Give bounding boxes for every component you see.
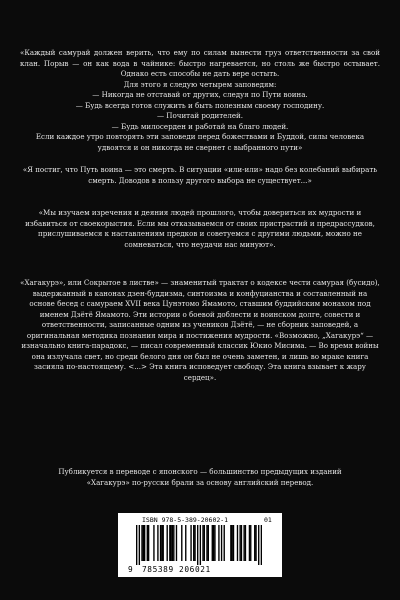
barcode-bar xyxy=(231,525,232,561)
barcode-bar xyxy=(169,525,170,561)
quote-intro: «Каждый самурай должен верить, что ему по силам вынести груз ответственности за свой клан. Порыв — он как вода в чайнике: быстро нагревается, но столь же быстро остывает. Однако есть способы не дать вере остыть. xyxy=(20,48,380,78)
barcode-bar xyxy=(250,525,251,561)
barcode-bar xyxy=(239,525,240,561)
barcode-first-digit: 9 xyxy=(128,565,133,574)
quote-ancestors-wisdom xyxy=(20,208,380,250)
barcode-bar xyxy=(243,525,244,561)
barcode-bar xyxy=(218,525,219,561)
barcode-bar xyxy=(160,525,161,561)
barcode-bar xyxy=(193,525,194,561)
quote-four-precepts xyxy=(20,48,380,153)
book-description: «Хагакурэ», или Сокрытое в листве» — знаменитый трактат о кодексе чести самурая (бусидо), выдержанный в канонах дзен-буддизма, синтоизма и конфуцианства и составленный на основе бесед с самураем XVII века Цунэтомо Ямамото, ставшим буддийским монахом под именем Дзётё Ямамото. Эти истории о боевой доблести и воинском долге, совести и ответственности, записанные одним из учеников Дзётё, — не сборник заповедей, а оригинальная методика познания мира и постижения мудрости. «Возможно, „Хагакурэ“ — изначально книга-парадокс, — писал современный классик Юкио Мисима. — Во время войны она излучала свет, но среди белого дня он был не очень заметен, и лишь во мраке книга засияла по-настоящему. <...> Эта книга исповедует свободу. Эта книга взывает к жару сердец». xyxy=(20,278,380,382)
quote-way-text: «Я постиг, что Путь воина — это смерть. В ситуации «или-или» надо без колебаний выбирать смерть. Доводов в пользу другого выбора не существует...» xyxy=(22,165,378,185)
barcode-bars xyxy=(136,525,262,565)
barcode-bar xyxy=(241,525,242,561)
barcode-bar xyxy=(221,525,222,561)
barcode-bar xyxy=(258,525,259,565)
barcode-bar xyxy=(173,525,174,561)
barcode-bar xyxy=(208,525,209,561)
barcode-bar xyxy=(170,525,171,561)
barcode-bar xyxy=(214,525,215,561)
barcode-bar xyxy=(224,525,225,561)
barcode-bar xyxy=(136,525,137,565)
barcode-bar xyxy=(141,525,142,561)
isbn-barcode xyxy=(118,513,282,577)
barcode-bar xyxy=(213,525,214,561)
barcode-bar xyxy=(163,525,164,561)
barcode-bar xyxy=(144,525,145,561)
quote-way-of-warrior xyxy=(20,165,380,186)
isbn-label: ISBN 978-5-389-20602-1 xyxy=(142,516,229,524)
precept-1: — Никогда не отставай от других, следуя по Пути воина. xyxy=(92,90,308,99)
barcode-bar xyxy=(157,525,158,561)
barcode-bar xyxy=(143,525,144,561)
publication-note: Публикуется в переводе с японского — большинство предыдущих изданий «Хагакурэ» по-русски брали за основу английский перевод. xyxy=(58,467,342,487)
barcode-bar xyxy=(167,525,168,561)
quote-conclusion: Если каждое утро повторять эти заповеди перед божествами и Буддой, силы человека удвоятся и он никогда не свернет с выбранного пути» xyxy=(35,132,365,152)
barcode-bar xyxy=(185,525,186,561)
barcode-bar xyxy=(230,525,231,561)
barcode-bar xyxy=(249,525,250,561)
barcode-bar xyxy=(237,525,238,561)
barcode-bar xyxy=(176,525,177,561)
barcode-bar xyxy=(204,525,205,561)
isbn-extension: 01 xyxy=(264,516,272,524)
barcode-bar xyxy=(197,525,198,565)
barcode-bar xyxy=(148,525,149,561)
precepts-lead: Для этого я следую четырем заповедям: xyxy=(123,79,277,89)
barcode-bar xyxy=(255,525,256,561)
precept-3: — Почитай родителей. xyxy=(156,111,244,120)
barcode-bar xyxy=(190,525,191,561)
barcode-bar xyxy=(161,525,162,561)
precept-4: — Будь милосерден и работай на благо людей. xyxy=(111,121,289,131)
barcode-bar xyxy=(202,525,203,561)
barcode-bar xyxy=(139,525,140,565)
barcode-bar xyxy=(245,525,246,561)
barcode-bar xyxy=(194,525,195,561)
barcode-bar xyxy=(147,525,148,561)
barcode-bar xyxy=(200,525,201,565)
barcode-bar xyxy=(254,525,255,561)
barcode-bar xyxy=(172,525,173,561)
barcode-bar xyxy=(212,525,213,561)
barcode-bar xyxy=(233,525,234,561)
barcode-bar xyxy=(153,525,154,561)
quote-ancestors-text: «Мы изучаем изречения и деяния людей прошлого, чтобы довериться их мудрости и избавиться от своекорыстия. Если мы отказываемся от своих пристрастий и предрассудков, прислушиваемся к наставлениям предков и советуемся с другими людьми, можно не сомневаться, что неудачи нас минуют». xyxy=(25,208,375,249)
barcode-bar xyxy=(206,525,207,561)
barcode-digit-groups: 785389 206021 xyxy=(142,565,211,574)
barcode-bar xyxy=(261,525,262,565)
precept-2: — Будь всегда готов служить и быть полезным своему господину. xyxy=(75,100,325,110)
barcode-bar xyxy=(181,525,182,561)
